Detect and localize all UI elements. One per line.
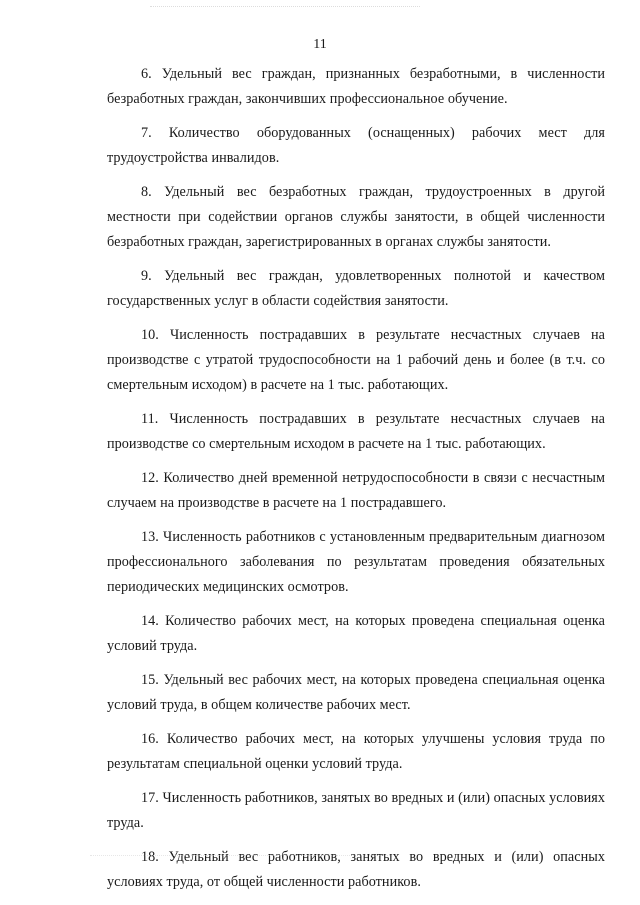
scan-artifact-bottom — [90, 855, 390, 862]
scan-artifact-top — [150, 6, 420, 13]
paragraph-item-10: 10. Численность пострадавших в результате несчастных случаев на производстве с утратой трудоспособности на 1 рабочий день и более (в т.ч. со смертельным исходом) в расчете на 1 тыс. работающих. — [107, 327, 605, 393]
paragraph-item-14: 14. Количество рабочих мест, на которых проведена специальная оценка условий труда. — [107, 613, 605, 654]
paragraph-item-11: 11. Численность пострадавших в результате несчастных случаев на производстве со смертельным исходом в расчете на 1 тыс. работающих. — [107, 411, 605, 452]
paragraph-item-15: 15. Удельный вес рабочих мест, на которых проведена специальная оценка условий труда, в общем количестве рабочих мест. — [107, 672, 605, 713]
paragraph-item-17: 17. Численность работников, занятых во вредных и (или) опасных условиях труда. — [107, 790, 605, 831]
page-number: 11 — [313, 37, 327, 52]
paragraph-item-12: 12. Количество дней временной нетрудоспособности в связи с несчастным случаем на производстве в расчете на 1 пострадавшего. — [107, 470, 605, 511]
paragraph-item-9: 9. Удельный вес граждан, удовлетворенных полнотой и качеством государственных услуг в области содействия занятости. — [107, 268, 605, 309]
paragraph-item-8: 8. Удельный вес безработных граждан, трудоустроенных в другой местности при содействии органов службы занятости, в общей численности безработных граждан, зарегистрированных в органах службы занятости. — [107, 184, 605, 250]
document-body — [107, 62, 605, 904]
paragraph-item-18: 18. Удельный вес работников, занятых во вредных и (или) опасных условиях труда, от общей численности работников. — [107, 849, 605, 890]
paragraph-item-13: 13. Численность работников с установленным предварительным диагнозом профессионального заболевания по результатам проведения обязательных периодических медицинских осмотров. — [107, 529, 605, 595]
paragraph-item-16: 16. Количество рабочих мест, на которых улучшены условия труда по результатам специальной оценки условий труда. — [107, 731, 605, 772]
paragraph-item-7: 7. Количество оборудованных (оснащенных) рабочих мест для трудоустройства инвалидов. — [107, 125, 605, 166]
paragraph-item-6: 6. Удельный вес граждан, признанных безработными, в численности безработных граждан, закончивших профессиональное обучение. — [107, 66, 605, 107]
